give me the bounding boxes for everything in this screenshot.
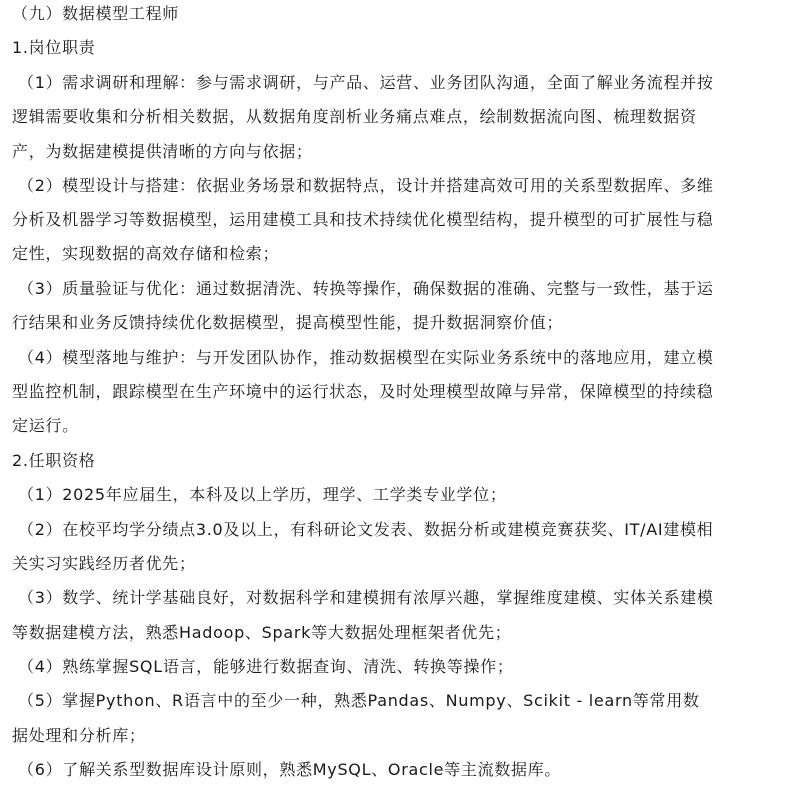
responsibility-line: 定性，实现数据的高效存储和检索； [12,244,280,263]
responsibility-line: 分析及机器学习等数据模型，运用建模工具和技术持续优化模型结构，提升模型的可扩展性与稳 [12,210,714,229]
responsibility-line: 逻辑需要收集和分析相关数据，从数据角度剖析业务痛点难点，绘制数据流向图、梳理数据资 [12,107,697,126]
qualification-line: （3）数学、统计学基础良好，对数据科学和建模拥有浓厚兴趣，掌握维度建模、实体关系建模 [18,588,714,607]
qualification-line: （6）了解关系型数据库设计原则，熟悉MySQL、Oracle等主流数据库。 [18,760,562,779]
qualifications-heading: 2.任职资格 [12,451,96,470]
responsibility-line: 定运行。 [12,416,79,435]
qualification-line: （4）熟练掌握SQL语言，能够进行数据查询、清洗、转换等操作； [18,657,514,676]
qualification-line: 据处理和分析库； [12,726,146,745]
responsibility-line: （3）质量验证与优化：通过数据清洗、转换等操作，确保数据的准确、完整与一致性，基于运 [18,279,714,298]
qualification-line: 等数据建模方法，熟悉Hadoop、Spark等大数据处理框架者优先； [12,623,512,642]
responsibilities-heading: 1.岗位职责 [12,38,96,57]
qualification-line: 关实习实践经历者优先； [12,554,196,573]
responsibility-line: 产，为数据建模提供清晰的方向与依据； [12,142,313,161]
responsibility-line: （1）需求调研和理解：参与需求调研，与产品、运营、业务团队沟通，全面了解业务流程并按 [18,73,714,92]
responsibility-line: 行结果和业务反馈持续优化数据模型，提高模型性能，提升数据洞察价值； [12,313,564,332]
qualification-line: （5）掌握Python、R语言中的至少一种，熟悉Pandas、Numpy、Scikit - learn等常用数 [18,691,700,710]
section-title: （九）数据模型工程师 [12,4,180,23]
qualification-line: （1）2025年应届生，本科及以上学历，理学、工学类专业学位； [18,485,507,504]
responsibility-line: （4）模型落地与维护：与开发团队协作，推动数据模型在实际业务系统中的落地应用，建立模 [18,348,714,367]
responsibility-line: 型监控机制，跟踪模型在生产环境中的运行状态，及时处理模型故障与异常，保障模型的持续稳 [12,382,714,401]
qualification-line: （2）在校平均学分绩点3.0及以上，有科研论文发表、数据分析或建模竞赛获奖、IT/AI建模相 [18,520,714,539]
responsibility-line: （2）模型设计与搭建：依据业务场景和数据特点，设计并搭建高效可用的关系型数据库、多维 [18,176,714,195]
